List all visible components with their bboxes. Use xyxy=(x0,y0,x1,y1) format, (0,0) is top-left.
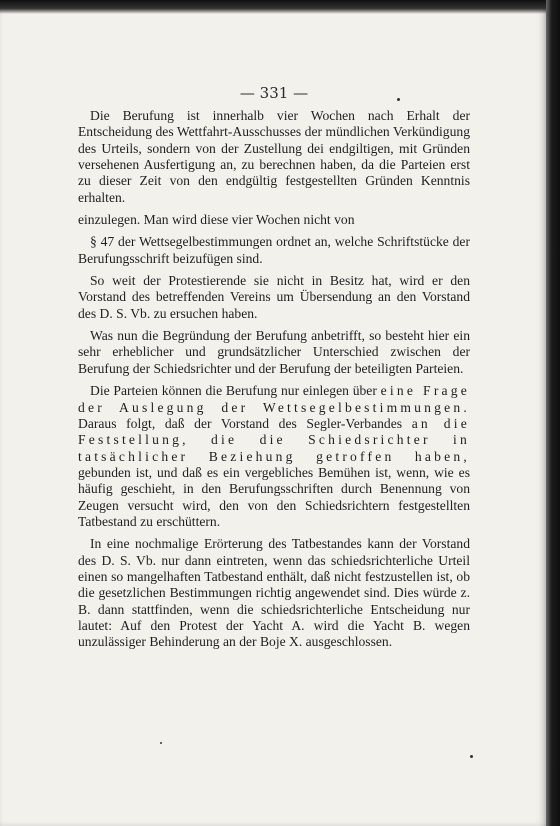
body-text xyxy=(78,108,470,651)
paragraph xyxy=(78,328,470,377)
paper-speck xyxy=(397,98,400,101)
paragraph-text: So weit der Protestierende sie nicht in Besitz hat, wird er den Vorstand des betreffenden Vereins um Übersendung an den Vorstand des D. S. Vb. zu ersuchen haben. xyxy=(78,273,470,321)
paragraph xyxy=(78,273,470,322)
paragraph-text: gebunden ist, und daß es ein vergebliches Bemühen ist, wenn, wie es häufig geschieht, in den Berufungsschriften durch Benennung von Zeugen versucht wird, den von den Schiedsrichtern festgestellten Tatbestand zu erschüttern. xyxy=(78,464,470,529)
paper-speck xyxy=(470,755,473,758)
paragraph-text: einzulegen. Man wird diese vier Wochen nicht von xyxy=(78,212,355,228)
paragraph-text: Die Berufung ist innerhalb vier Wochen nach Erhalt der Entscheidung des Wettfahrt-Ausschusses der mündlichen Verkündigung des Urteils, sondern von der Zustellung dei endgiltigen, mit Gründen versehenen Ausfertigung an, zu berechnen haben, da die Parteien erst zu dieser Zeit von den endgültig festgestellten Gründen Kenntnis erhalten. xyxy=(78,108,470,205)
book-spine-edge xyxy=(546,0,560,826)
paragraph-text: Die Parteien können die Berufung nur einlegen über xyxy=(90,383,381,399)
paragraph-text: § 47 der Wettsegelbestimmungen ordnet an, welche Schriftstücke der Berufungsschrift beizufügen sind. xyxy=(78,234,470,266)
paragraph xyxy=(78,212,470,228)
spaced-emphasis-text: eine Frage der Auslegung der Wettsegelbestimmungen. xyxy=(78,383,471,415)
paper-speck xyxy=(160,742,162,744)
paragraph xyxy=(78,536,470,650)
paragraph-text: Was nun die Begründung der Berufung anbetrifft, so besteht hier ein sehr erheblicher und grundsätzlicher Unterschied zwischen der Berufung der Schiedsrichter und der Berufung der beteiligten Parteien. xyxy=(78,328,470,376)
paragraph xyxy=(78,234,470,267)
page-number: — 331 — xyxy=(239,84,309,102)
paragraph xyxy=(78,108,470,206)
spaced-emphasis-text: an die Feststellung, die die Schiedsrichter in tatsächlicher Beziehung getroffen haben, xyxy=(78,415,470,464)
scan-top-shadow xyxy=(0,0,560,14)
paragraph-text: In eine nochmalige Erörterung des Tatbestandes kann der Vorstand des D. S. Vb. nur dann eintreten, wenn das schiedsrichterliche Urteil einen so mangelhaften Tatbestand enthält, daß nicht festzustellen ist, ob die gesetzlichen Bestimmungen richtig angewendet sind. Dies würde z. B. dann stattfinden, wenn die schiedsrichterliche Entscheidung nur lautet: Auf den Protest der Yacht A. wird die Yacht B. wegen unzulässiger Behinderung an der Boje X. ausgeschlossen. xyxy=(78,536,470,650)
paragraph-text: Daraus folgt, daß der Vorstand des Segler-Verbandes xyxy=(78,415,412,431)
paragraph xyxy=(78,383,470,530)
